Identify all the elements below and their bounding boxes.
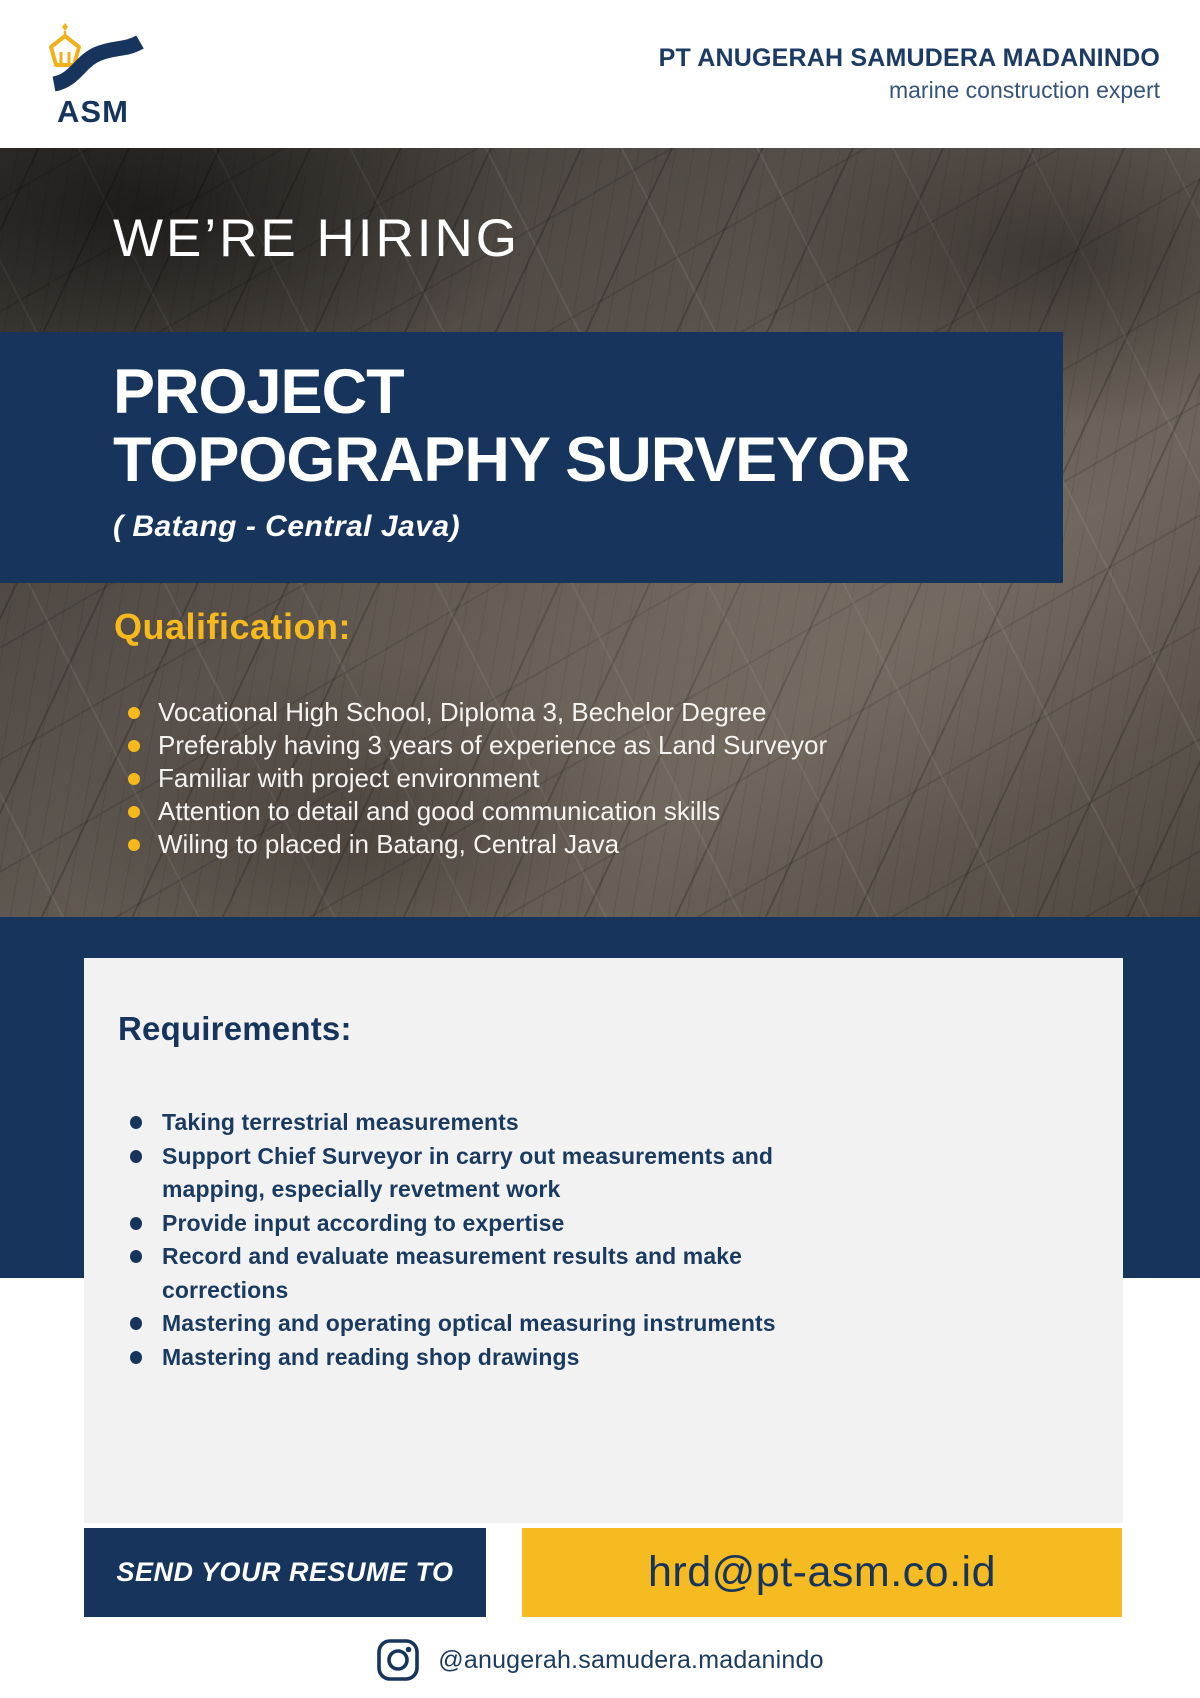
requirements-item [130, 1106, 850, 1140]
job-location: ( Batang - Central Java) [113, 510, 461, 543]
logo-text: ASM [57, 94, 129, 129]
qualification-item-text: Familiar with project environment [158, 763, 540, 793]
qualification-item-text: Attention to detail and good communication skills [158, 796, 721, 826]
requirements-item-text: Record and evaluate measurement results and make corrections [162, 1243, 743, 1303]
qualification-heading: Qualification: [114, 606, 352, 647]
qualification-item-text: Preferably having 3 years of experience as Land Surveyor [158, 730, 828, 760]
qualification-item [128, 696, 827, 729]
requirements-item-text: Mastering and operating optical measuring instruments [162, 1310, 776, 1336]
requirements-item-text: Mastering and reading shop drawings [162, 1343, 580, 1370]
qualification-item [128, 795, 827, 828]
qualification-item [128, 828, 827, 861]
job-title-banner [0, 332, 1063, 583]
job-title-line1: PROJECT [113, 357, 404, 427]
requirements-item [130, 1240, 850, 1307]
email-address[interactable]: hrd@pt-asm.co.id [648, 1548, 996, 1596]
instagram-icon[interactable] [376, 1638, 420, 1682]
hiring-eyebrow: WE’RE HIRING [113, 209, 520, 268]
job-title [113, 358, 1063, 494]
qualification-list [128, 696, 827, 861]
send-resume-label: SEND YOUR RESUME TO [116, 1557, 454, 1587]
qualification-item [128, 762, 827, 795]
footer [0, 1632, 1200, 1688]
job-title-line2: TOPOGRAPHY SURVEYOR [113, 425, 910, 495]
requirements-item [130, 1207, 850, 1241]
crown-finial [62, 23, 68, 31]
requirements-item-text: Provide input according to expertise [162, 1209, 565, 1236]
company-name: PT ANUGERAH SAMUDERA MADANINDO [658, 44, 1160, 72]
requirements-item-text: Taking terrestrial measurements [162, 1109, 519, 1135]
asm-logo-icon [48, 22, 148, 100]
requirements-item [130, 1307, 850, 1341]
send-resume-banner [84, 1528, 486, 1617]
requirements-card [84, 958, 1123, 1523]
qualification-item-text: Wiling to placed in Batang, Central Java [158, 829, 620, 859]
qualification-item [128, 729, 827, 762]
crown-icon [51, 36, 79, 65]
requirements-item [130, 1140, 850, 1207]
company-block [659, 44, 1160, 104]
instagram-handle[interactable]: @anugerah.samudera.madanindo [438, 1645, 824, 1674]
requirements-list [130, 1106, 850, 1374]
requirements-item [130, 1341, 850, 1375]
email-box[interactable] [522, 1528, 1122, 1617]
qualification-item-text: Vocational High School, Diploma 3, Bechelor Degree [158, 697, 767, 727]
requirements-item-text: Support Chief Surveyor in carry out measurements and mapping, especially revetment work [162, 1142, 774, 1202]
requirements-heading: Requirements: [118, 1010, 352, 1047]
hero-photo-section [0, 148, 1200, 917]
company-tagline: marine construction expert [888, 77, 1160, 103]
header [0, 0, 1200, 148]
